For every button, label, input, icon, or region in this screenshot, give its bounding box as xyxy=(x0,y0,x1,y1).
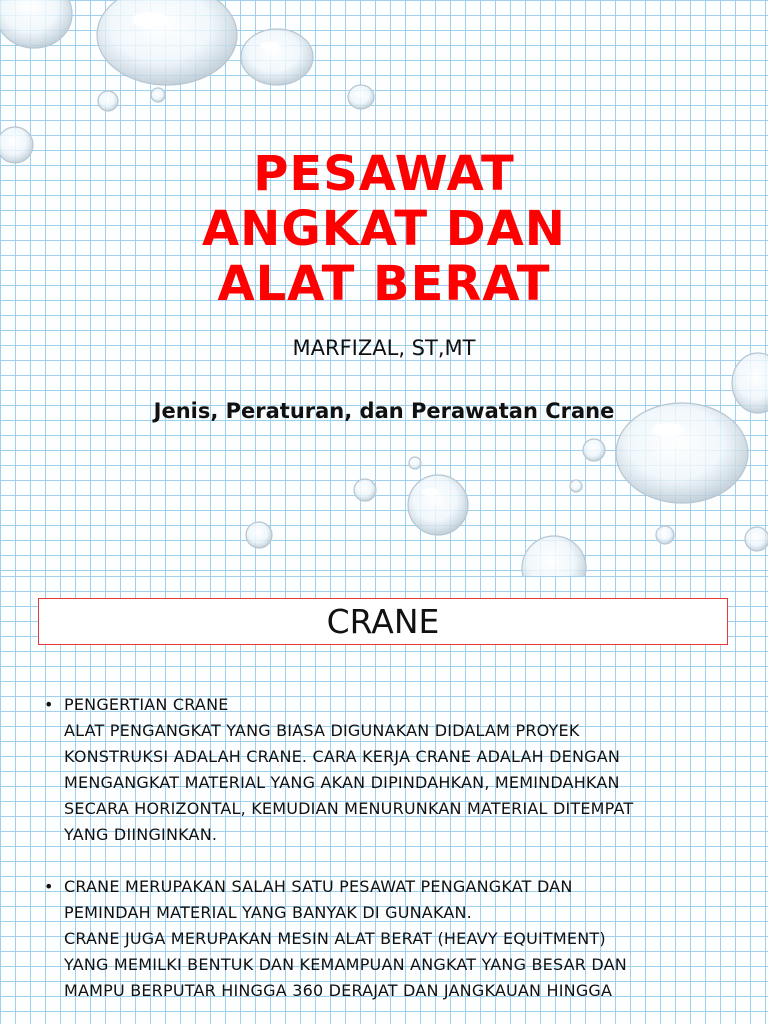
slide-subtitle: Jenis, Peraturan, dan Perawatan Crane xyxy=(153,399,615,423)
bullet-line: ALAT PENGANGKAT YANG BIASA DIGUNAKAN DIDALAM PROYEK xyxy=(64,721,580,740)
bullet-line: MENGANGKAT MATERIAL YANG AKAN DIPINDAHKAN, MEMINDAHKAN xyxy=(64,773,620,792)
content-slide xyxy=(0,576,768,1024)
bullet-line: PENGERTIAN CRANE xyxy=(64,695,229,714)
water-drop xyxy=(151,88,165,102)
water-drop xyxy=(246,522,272,548)
water-drop xyxy=(656,526,674,544)
slide-title xyxy=(0,147,768,312)
water-drop xyxy=(745,527,768,551)
water-drop xyxy=(583,439,605,461)
water-drop xyxy=(0,0,72,48)
author-name: MARFIZAL, ST,MT xyxy=(292,336,476,360)
water-drop-highlight xyxy=(422,488,438,496)
list-item xyxy=(40,692,740,848)
bullet-line: PEMINDAH MATERIAL YANG BANYAK DI GUNAKAN. xyxy=(64,903,472,922)
list-item xyxy=(40,874,740,1004)
water-drop xyxy=(408,475,468,535)
bullet-line: CRANE JUGA MERUPAKAN MESIN ALAT BERAT (HEAVY EQUITMENT) xyxy=(64,929,606,948)
bullet-line: CRANE MERUPAKAN SALAH SATU PESAWAT PENGANGKAT DAN xyxy=(64,877,573,896)
water-drop xyxy=(409,457,421,469)
water-drop xyxy=(241,29,313,85)
water-drop xyxy=(570,480,582,492)
water-drop xyxy=(98,91,118,111)
section-heading: CRANE xyxy=(38,598,728,645)
bullet-line: SECARA HORIZONTAL, KEMUDIAN MENURUNKAN MATERIAL DITEMPAT xyxy=(64,799,634,818)
bullet-line: MAMPU BERPUTAR HINGGA 360 DERAJAT DAN JANGKAUAN HINGGA xyxy=(64,981,613,1000)
title-line: ALAT BERAT xyxy=(217,256,551,312)
water-drop xyxy=(354,479,376,501)
water-drop-highlight xyxy=(652,423,684,437)
water-drop xyxy=(97,0,237,85)
title-line: PESAWAT xyxy=(253,146,515,202)
bullet-icon: • xyxy=(44,877,54,896)
bullet-line: YANG DIINGINKAN. xyxy=(64,825,218,844)
water-drop-highlight xyxy=(261,42,279,50)
water-drop xyxy=(348,85,374,109)
bullet-line: KONSTRUKSI ADALAH CRANE. CARA KERJA CRANE ADALAH DENGAN xyxy=(64,747,621,766)
water-drop xyxy=(522,536,586,576)
bullet-line: YANG MEMILKI BENTUK DAN KEMAMPUAN ANGKAT YANG BESAR DAN xyxy=(64,955,627,974)
bullet-icon: • xyxy=(44,695,54,714)
title-line: ANGKAT DAN xyxy=(202,201,566,257)
bullet-list xyxy=(40,692,740,1004)
water-drop-highlight xyxy=(132,12,168,28)
